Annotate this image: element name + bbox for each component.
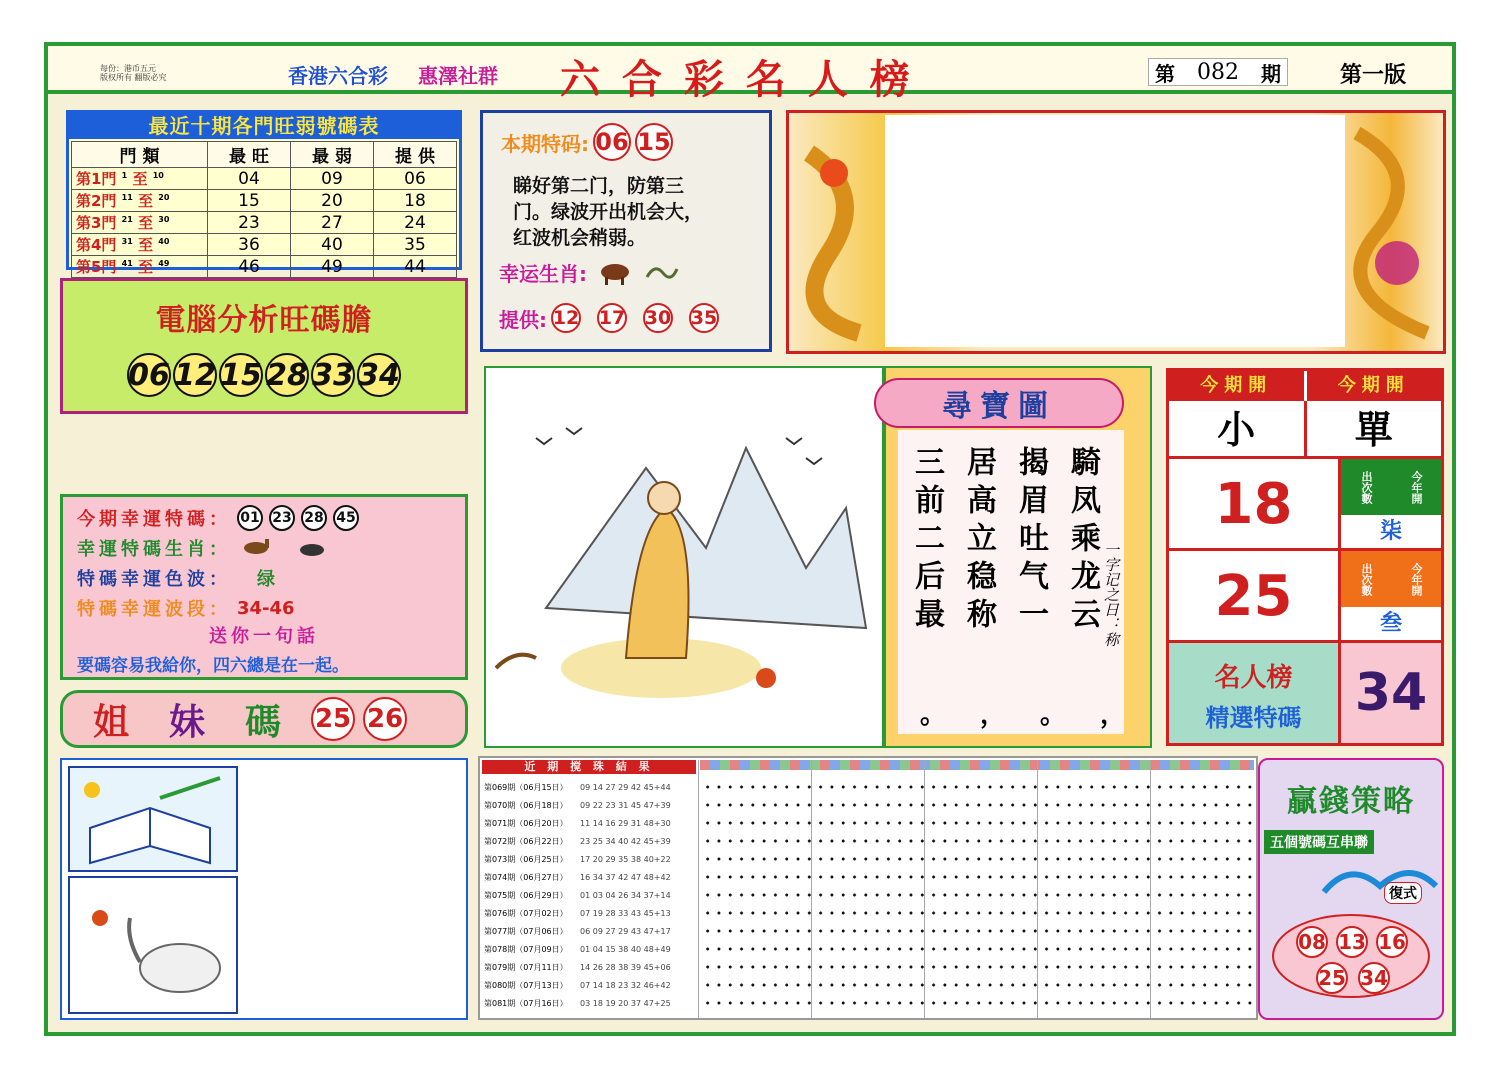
sister-ball: 26 — [363, 697, 407, 741]
zodiac-label: 幸运生肖: — [499, 261, 587, 286]
cell-max: 15 — [208, 190, 291, 212]
poem-punct: ， — [980, 700, 1007, 730]
blank-area — [885, 115, 1345, 347]
cell-give: 06 — [374, 168, 457, 190]
strategy-balls — [1272, 914, 1430, 998]
cell-give: 35 — [374, 234, 457, 256]
lucky-ball: 28 — [301, 505, 327, 531]
draw-label: 第074期（06月27日） — [484, 872, 568, 882]
range-from: 11 — [121, 193, 133, 202]
gate-label: 第1門 — [76, 170, 117, 188]
size-result: 小 — [1169, 401, 1307, 456]
draw-label: 第071期（06月20日） — [484, 818, 568, 828]
cell-give: 18 — [374, 190, 457, 212]
draw-label: 第079期（07月11日） — [484, 962, 568, 972]
poem-punct-row — [920, 694, 1126, 731]
poem-column: 揭眉吐气一 — [1013, 446, 1048, 636]
gate-label: 第3門 — [76, 214, 117, 232]
range-to: 30 — [158, 215, 170, 224]
provide-ball: 35 — [689, 303, 719, 333]
special-label: 本期特码: — [501, 131, 589, 156]
grid-divider — [811, 760, 812, 1018]
poem-column: 三前二后最 — [909, 446, 944, 636]
stat-tag: 出次數 — [1360, 562, 1373, 596]
strategy-ball: 25 — [1316, 962, 1348, 994]
table-row — [72, 212, 457, 234]
range-from: 31 — [121, 237, 133, 246]
number-ruler — [700, 760, 1254, 770]
draw-numbers: 16 34 37 42 47 48+42 — [580, 872, 671, 882]
gate-label: 第2門 — [76, 192, 117, 210]
number-ball: 12 — [173, 353, 217, 397]
col-header: 提 供 — [374, 142, 457, 168]
history-row — [484, 850, 698, 868]
table-row — [72, 190, 457, 212]
lucky-label: 今期幸運特碼： — [77, 509, 231, 530]
grid-divider — [1037, 760, 1038, 1018]
issue-suffix: 期 — [1261, 61, 1281, 86]
cell-min: 20 — [291, 190, 374, 212]
issue-number: 082 — [1197, 59, 1239, 85]
poem-column: 居高立稳称 — [961, 446, 996, 636]
cell-min: 27 — [291, 212, 374, 234]
draw-numbers: 17 20 29 35 38 40+22 — [580, 854, 671, 864]
range-to: 40 — [158, 237, 170, 246]
gate-label: 第4門 — [76, 236, 117, 254]
dragon-ornament-right — [1347, 113, 1443, 351]
sister-title-char: 碼 — [245, 701, 282, 743]
stat-count: 柒 — [1379, 519, 1402, 544]
book-picture — [68, 766, 238, 872]
special-ball: 06 — [593, 123, 631, 161]
edition-label: 第一版 — [1340, 63, 1407, 88]
computer-numbers — [63, 353, 465, 397]
issue-box — [1148, 58, 1288, 86]
grid-divider — [924, 760, 925, 1018]
history-row — [484, 886, 698, 904]
stats-header: 今期開 — [1169, 371, 1307, 401]
cell-max: 23 — [208, 212, 291, 234]
treasure-title: 尋寶圖 — [942, 389, 1056, 424]
range-from: 41 — [121, 259, 133, 268]
strong-weak-title: 最近十期各門旺弱號碼表 — [69, 113, 459, 139]
stat-number: 18 — [1169, 459, 1341, 548]
strong-weak-table — [71, 141, 457, 278]
history-row — [484, 922, 698, 940]
mountain-sage-picture — [486, 368, 882, 746]
lucky-ball: 45 — [333, 505, 359, 531]
range-to-word: 至 — [138, 214, 154, 232]
number-ball: 28 — [265, 353, 309, 397]
brand-hk: 香港六合彩 — [288, 64, 388, 88]
cell-min: 40 — [291, 234, 374, 256]
sister-title-char: 姐 — [93, 701, 130, 743]
strategy-ball: 16 — [1376, 926, 1408, 958]
draw-numbers: 01 03 04 26 34 37+14 — [580, 890, 671, 900]
special-ball: 15 — [635, 123, 673, 161]
odd-even-result: 單 — [1354, 408, 1393, 452]
sister-title-char: 妹 — [169, 701, 206, 743]
stat-tag: 今年開 — [1410, 470, 1423, 504]
history-row — [484, 976, 698, 994]
special-text-line: 红波机会稍弱。 — [513, 227, 647, 249]
grid-divider — [698, 760, 699, 1018]
stat-tag: 出次數 — [1360, 470, 1373, 504]
dragon-ornament-left — [789, 113, 889, 351]
special-text-line: 睇好第二门，防第三 — [513, 175, 685, 197]
draw-numbers: 07 14 18 23 32 46+42 — [580, 980, 671, 990]
sister-ball: 25 — [311, 697, 355, 741]
draw-numbers: 06 09 27 29 43 47+17 — [580, 926, 671, 936]
draw-numbers: 14 26 28 38 39 45+06 — [580, 962, 671, 972]
table-row — [72, 256, 457, 278]
draw-label: 第075期（06月29日） — [484, 890, 568, 900]
history-row — [484, 814, 698, 832]
cell-max: 04 — [208, 168, 291, 190]
history-row — [484, 778, 698, 796]
range-to: 20 — [158, 193, 170, 202]
range-from: 21 — [121, 215, 133, 224]
poem-column: 騎凤乘龙云 — [1065, 446, 1100, 636]
cell-max: 46 — [208, 256, 291, 278]
price-line2: 版权所有 翻版必究 — [100, 73, 167, 82]
history-row — [484, 832, 698, 850]
table-row — [72, 168, 457, 190]
range-to-word: 至 — [138, 236, 154, 254]
special-text-line: 门。绿波开出机会大， — [513, 201, 704, 223]
wave-icon — [1320, 856, 1440, 896]
stat-tag-row — [1341, 459, 1441, 515]
strategy-tag: 復式 — [1384, 882, 1422, 904]
strategy-ball: 34 — [1358, 962, 1390, 994]
computer-title: 電腦分析旺碼膽 — [155, 303, 373, 338]
draw-label: 第081期（07月16日） — [484, 998, 568, 1008]
draw-numbers: 09 22 23 31 45 47+39 — [580, 800, 671, 810]
gate-label: 第5門 — [76, 258, 117, 276]
famous-box — [1169, 643, 1341, 743]
history-row — [484, 940, 698, 958]
history-row — [484, 958, 698, 976]
col-header: 門 類 — [72, 142, 208, 168]
famous-title: 名人榜 — [1214, 663, 1293, 693]
draw-numbers: 03 18 19 20 37 47+25 — [580, 998, 671, 1008]
lucky-range-value: 34-46 — [237, 597, 295, 619]
col-header: 最 旺 — [208, 142, 291, 168]
price-note — [100, 64, 167, 82]
poem-punct: ， — [1100, 700, 1127, 730]
lucky-ball: 01 — [237, 505, 263, 531]
stat-tag: 今年開 — [1410, 562, 1423, 596]
sage-illustration — [484, 366, 884, 748]
draw-label: 第073期（06月25日） — [484, 854, 568, 864]
draw-label: 第080期（07月13日） — [484, 980, 568, 990]
strategy-subtitle: 五個號碼互串聯 — [1264, 830, 1374, 854]
elephant-picture — [68, 876, 238, 1014]
draw-numbers: 11 14 16 29 31 48+30 — [580, 818, 671, 828]
range-to-word: 至 — [132, 170, 148, 188]
lucky-color-label: 特碼幸運色波： — [77, 569, 231, 590]
grid-divider — [1150, 760, 1151, 1018]
range-from: 1 — [121, 171, 128, 180]
elephant-icon — [70, 878, 236, 1012]
history-row — [484, 904, 698, 922]
number-ball: 33 — [311, 353, 355, 397]
draw-label: 第069期（06月15日） — [484, 782, 568, 792]
lucky-zodiac-label: 幸運特碼生肖： — [77, 539, 231, 560]
dragon-icon — [643, 257, 679, 287]
stats-panel — [1166, 368, 1444, 746]
special-text — [513, 173, 769, 251]
horse-icon — [239, 537, 273, 559]
range-to: 49 — [158, 259, 170, 268]
provide-ball: 17 — [597, 303, 627, 333]
treasure-panel — [884, 366, 1152, 748]
draw-numbers: 23 25 34 40 42 45+39 — [580, 836, 671, 846]
draw-numbers: 09 14 27 29 42 45+44 — [580, 782, 671, 792]
rat-icon — [295, 537, 329, 559]
stats-header: 今期開 — [1307, 371, 1442, 401]
draw-numbers: 01 04 15 38 40 48+49 — [580, 944, 671, 954]
cell-min: 09 — [291, 168, 374, 190]
range-to: 10 — [152, 171, 164, 180]
strategy-ball: 08 — [1296, 926, 1328, 958]
table-header-row — [72, 142, 457, 168]
cell-give: 24 — [374, 212, 457, 234]
cell-min: 49 — [291, 256, 374, 278]
range-to-word: 至 — [138, 258, 154, 276]
draw-label: 第076期（07月02日） — [484, 908, 568, 918]
lucky-saying: 要碼容易我給你，四六總是在一起。 — [77, 656, 349, 676]
lucky-ball: 23 — [269, 505, 295, 531]
picture-panel — [60, 758, 468, 1020]
number-ball: 15 — [219, 353, 263, 397]
draw-label: 第072期（06月22日） — [484, 836, 568, 846]
stat-count: 叁 — [1379, 611, 1402, 636]
range-to-word: 至 — [138, 192, 154, 210]
special-panel — [480, 110, 772, 352]
provide-label: 提供: — [499, 307, 547, 332]
lucky-saying-title: 送你一句話 — [209, 626, 319, 647]
cell-max: 36 — [208, 234, 291, 256]
cell-give: 44 — [374, 256, 457, 278]
dot-grid — [700, 778, 1254, 1014]
draw-label: 第078期（07月09日） — [484, 944, 568, 954]
issue-prefix: 第 — [1155, 61, 1175, 86]
provide-ball: 12 — [551, 303, 581, 333]
treasure-poem — [909, 446, 1104, 636]
col-header: 最 弱 — [291, 142, 374, 168]
table-row — [72, 234, 457, 256]
draw-label: 第077期（07月06日） — [484, 926, 568, 936]
draw-label: 第070期（06月18日） — [484, 800, 568, 810]
lucky-panel — [60, 494, 468, 680]
draw-numbers: 07 19 28 33 43 45+13 — [580, 908, 671, 918]
provide-ball: 30 — [643, 303, 673, 333]
open-book-icon — [70, 768, 236, 870]
treasure-poem-box — [898, 430, 1127, 734]
lucky-color-value: 绿 — [257, 569, 275, 590]
stat-number: 25 — [1169, 551, 1341, 640]
strategy-ball: 13 — [1336, 926, 1368, 958]
treasure-title-scroll — [874, 378, 1124, 428]
poem-punct: 。 — [1040, 700, 1067, 730]
computer-panel — [60, 278, 468, 414]
strategy-title: 贏錢策略 — [1287, 784, 1415, 819]
famous-number: 34 — [1341, 643, 1441, 743]
famous-subtitle: 精選特碼 — [1205, 704, 1302, 732]
strong-weak-panel — [66, 110, 462, 277]
page-title: 六 合 彩 名 人 榜 — [560, 56, 914, 103]
poem-punct: 。 — [920, 700, 947, 730]
ox-icon — [595, 257, 635, 287]
history-row — [484, 796, 698, 814]
brand-community: 惠澤社群 — [418, 64, 498, 88]
number-ball: 34 — [357, 353, 401, 397]
number-ball: 06 — [127, 353, 171, 397]
strategy-panel — [1258, 758, 1444, 1020]
history-row — [484, 868, 698, 886]
sister-panel — [60, 690, 468, 748]
history-rows — [484, 778, 698, 1012]
stat-tag-row — [1341, 551, 1441, 607]
price-line1: 每份：港币五元 — [100, 64, 156, 73]
poem-side-note: 一字记之日：称 — [1102, 542, 1120, 647]
history-row — [484, 994, 698, 1012]
decorative-banner — [786, 110, 1446, 354]
history-title: 近 期 搅 珠 結 果 — [482, 760, 696, 774]
lucky-range-label: 特碼幸運波段： — [77, 599, 231, 620]
